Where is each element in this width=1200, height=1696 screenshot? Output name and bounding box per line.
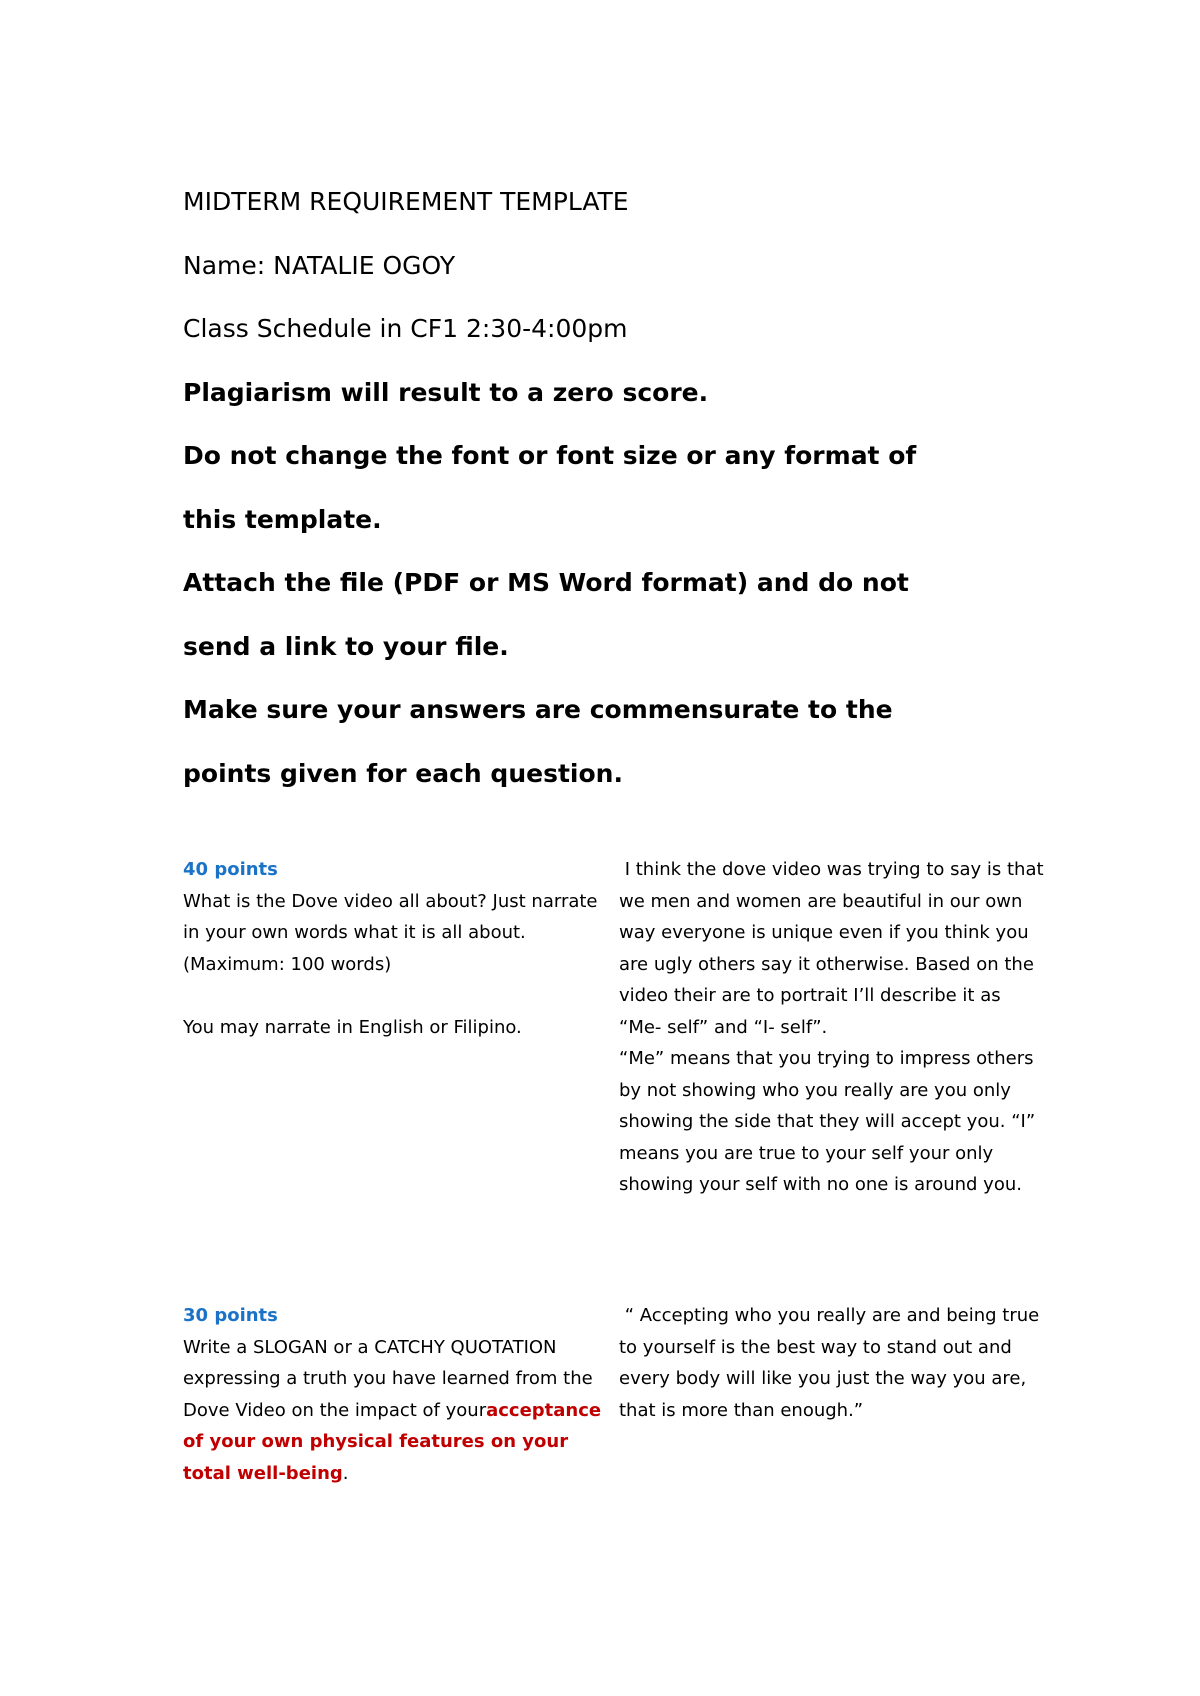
question-2-period: .	[342, 1462, 349, 1484]
rule-attach-line-1: Attach the file (PDF or MS Word format) and do not	[183, 568, 909, 597]
answer-2-line: to yourself is the best way to stand out and	[619, 1336, 1012, 1358]
question-2-prompt	[183, 1300, 613, 1489]
question-1-prompt	[183, 854, 613, 1043]
answer-1-line: means you are true to your self your only	[619, 1142, 994, 1164]
question-2-prompt-line	[183, 1395, 613, 1427]
question-1-answer	[619, 854, 1064, 1201]
document-title: MIDTERM REQUIREMENT TEMPLATE	[183, 187, 629, 216]
answer-1-line: way everyone is unique even if you think you	[619, 922, 1029, 943]
question-2-prompt-line: expressing a truth you have learned from the	[183, 1368, 593, 1389]
question-2-emphasis-line: of your own physical features on your	[183, 1431, 569, 1452]
rule-plagiarism: Plagiarism will result to a zero score.	[183, 377, 709, 407]
answer-2-line: “ Accepting who you really are and being true	[619, 1305, 1040, 1326]
class-schedule: Class Schedule in CF1 2:30-4:00pm	[183, 314, 628, 343]
answer-2-line: that is more than enough.”	[619, 1399, 864, 1421]
question-1-language-note: You may narrate in English or Filipino.	[183, 1016, 522, 1038]
answer-1-line: “Me” means that you trying to impress others	[619, 1048, 1034, 1069]
question-2-emphasis: acceptance	[486, 1399, 602, 1421]
rule-attach-line-2: send a link to your file.	[183, 631, 509, 661]
answer-1-line: are ugly others say it otherwise. Based on the	[619, 953, 1034, 975]
question-1-prompt-line: in your own words what it is all about.	[183, 922, 526, 943]
question-1-prompt-line: (Maximum: 100 words)	[183, 953, 392, 975]
answer-1-line: showing the side that they will accept you. “I”	[619, 1111, 1036, 1132]
question-2-prompt-line	[183, 1458, 613, 1490]
question-2-prompt-line: Write a SLOGAN or a CATCHY QUOTATION	[183, 1336, 557, 1358]
rule-commensurate-line-2: points given for each question.	[183, 758, 623, 788]
answer-1-line: showing your self with no one is around you.	[619, 1174, 1022, 1195]
question-1-prompt-line: What is the Dove video all about? Just narrate	[183, 890, 598, 912]
student-name: Name: NATALIE OGOY	[183, 250, 456, 280]
answer-1-line: we men and women are beautiful in our own	[619, 890, 1023, 912]
question-2-points: 30 points	[183, 1305, 278, 1326]
question-2-prompt-tail: Dove Video on the impact of your	[183, 1399, 487, 1421]
answer-1-line: video their are to portrait I’ll describe it as	[619, 985, 1001, 1006]
answer-2-line: every body will like you just the way you are,	[619, 1368, 1027, 1389]
rule-format-line-2: this template.	[183, 504, 382, 534]
answer-1-line: by not showing who you really are you only	[619, 1079, 1011, 1101]
question-2-emphasis: total well-being	[183, 1462, 343, 1484]
template-header	[183, 170, 1063, 805]
question-2-answer	[619, 1300, 1064, 1426]
rule-commensurate-line-1: Make sure your answers are commensurate to the	[183, 695, 893, 724]
answer-1-line: “Me- self” and “I- self”.	[619, 1016, 828, 1038]
spacer	[183, 980, 613, 1012]
answer-1-line: I think the dove video was trying to say is that	[619, 859, 1044, 880]
rule-format-line-1: Do not change the font or font size or any format of	[183, 441, 917, 470]
question-1-points: 40 points	[183, 859, 278, 880]
